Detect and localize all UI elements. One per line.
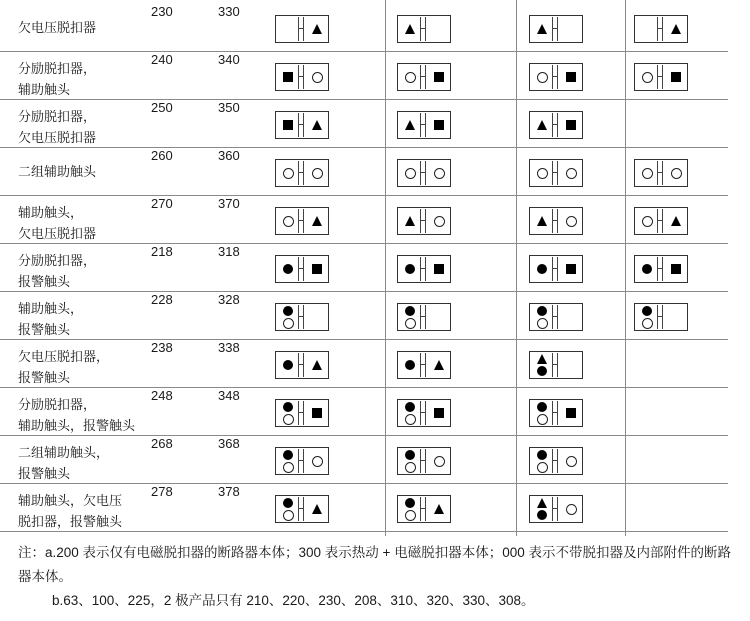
accessory-name (18, 442, 148, 484)
code-200-series: 260 (151, 148, 173, 163)
accessory-diagram (529, 111, 583, 139)
table-row (0, 387, 728, 436)
square-icon (283, 72, 293, 82)
open-circle-icon (537, 462, 548, 473)
handle-divider-icon (298, 17, 304, 41)
filled-circle-icon (642, 264, 652, 274)
handle-divider-icon (298, 305, 304, 329)
accessory-diagram (529, 207, 583, 235)
handle-divider-icon (552, 161, 558, 185)
accessory-name (18, 298, 148, 340)
open-circle-icon (642, 72, 653, 83)
handle-divider-icon (298, 161, 304, 185)
filled-circle-icon (537, 510, 547, 520)
open-circle-icon (537, 72, 548, 83)
code-300-series: 338 (218, 340, 240, 355)
triangle-icon (312, 24, 322, 34)
accessory-diagram (529, 351, 583, 379)
accessory-diagram (397, 303, 451, 331)
filled-circle-icon (283, 264, 293, 274)
accessory-name-line: 分励脱扣器， (18, 253, 97, 268)
code-200-series: 270 (151, 196, 173, 211)
accessory-name-line: 欠电压脱扣器 (18, 130, 97, 145)
accessory-name-line: 辅助触头，欠电压 (18, 493, 123, 508)
triangle-icon (312, 504, 322, 514)
code-300-series: 360 (218, 148, 240, 163)
accessory-diagram (529, 63, 583, 91)
code-200-series: 268 (151, 436, 173, 451)
table-row (0, 339, 728, 388)
filled-circle-icon (642, 306, 652, 316)
accessory-diagram (397, 447, 451, 475)
accessory-diagram (397, 207, 451, 235)
code-300-series: 378 (218, 484, 240, 499)
square-icon (434, 264, 444, 274)
accessory-diagram (634, 207, 688, 235)
table-row (0, 51, 728, 100)
accessory-name-line: 报警触头 (18, 466, 71, 481)
open-circle-icon (283, 414, 294, 425)
footnote-a: 注：a.200 表示仅有电磁脱扣器的断路器本体；300 表示热动 + 电磁脱扣器本体；000 表示不带脱扣器及内部附件的断路器本体。 (18, 545, 731, 584)
triangle-icon (671, 216, 681, 226)
filled-circle-icon (283, 306, 293, 316)
accessory-diagram (634, 15, 688, 43)
open-circle-icon (566, 168, 577, 179)
accessory-name-line: 欠电压脱扣器， (18, 349, 110, 364)
square-icon (671, 72, 681, 82)
open-circle-icon (537, 318, 548, 329)
accessory-name-line: 报警触头 (18, 322, 71, 337)
accessory-name (18, 346, 148, 388)
table-row (0, 243, 728, 292)
table-row (0, 3, 728, 52)
square-icon (566, 120, 576, 130)
accessory-diagram (275, 447, 329, 475)
code-300-series: 330 (218, 4, 240, 19)
accessory-diagram (529, 495, 583, 523)
accessory-diagram (529, 255, 583, 283)
handle-divider-icon (420, 449, 426, 473)
open-circle-icon (405, 414, 416, 425)
accessory-name-line: 欠电压脱扣器 (18, 20, 97, 35)
accessory-diagram (275, 15, 329, 43)
handle-divider-icon (657, 257, 663, 281)
handle-divider-icon (298, 401, 304, 425)
filled-circle-icon (405, 498, 415, 508)
square-icon (566, 408, 576, 418)
footnotes (18, 541, 733, 613)
triangle-icon (537, 216, 547, 226)
table-row (0, 291, 728, 340)
code-200-series: 230 (151, 4, 173, 19)
filled-circle-icon (405, 360, 415, 370)
open-circle-icon (283, 318, 294, 329)
open-circle-icon (537, 168, 548, 179)
triangle-icon (405, 24, 415, 34)
triangle-icon (537, 498, 547, 508)
code-200-series: 250 (151, 100, 173, 115)
accessory-name (18, 161, 148, 182)
code-200-series: 218 (151, 244, 173, 259)
open-circle-icon (434, 168, 445, 179)
accessory-diagram (275, 351, 329, 379)
accessory-diagram (634, 63, 688, 91)
code-300-series: 368 (218, 436, 240, 451)
filled-circle-icon (283, 360, 293, 370)
table-row (0, 99, 728, 148)
accessory-diagram (634, 303, 688, 331)
triangle-icon (671, 24, 681, 34)
accessory-diagram (275, 207, 329, 235)
table-row (0, 195, 728, 244)
square-icon (434, 408, 444, 418)
handle-divider-icon (420, 65, 426, 89)
handle-divider-icon (552, 17, 558, 41)
open-circle-icon (566, 504, 577, 515)
code-200-series: 248 (151, 388, 173, 403)
open-circle-icon (434, 216, 445, 227)
accessory-diagram (397, 15, 451, 43)
triangle-icon (312, 120, 322, 130)
accessory-diagram (397, 63, 451, 91)
accessory-diagram (397, 111, 451, 139)
accessory-name-line: 辅助触头， (18, 205, 84, 220)
filled-circle-icon (283, 498, 293, 508)
code-300-series: 350 (218, 100, 240, 115)
square-icon (312, 408, 322, 418)
accessory-diagram (275, 303, 329, 331)
open-circle-icon (312, 456, 323, 467)
accessory-name (18, 106, 148, 148)
accessory-name-line: 二组辅助触头， (18, 445, 110, 460)
triangle-icon (312, 216, 322, 226)
handle-divider-icon (298, 209, 304, 233)
handle-divider-icon (420, 305, 426, 329)
code-200-series: 238 (151, 340, 173, 355)
filled-circle-icon (283, 450, 293, 460)
open-circle-icon (405, 510, 416, 521)
code-200-series: 278 (151, 484, 173, 499)
code-300-series: 340 (218, 52, 240, 67)
open-circle-icon (405, 462, 416, 473)
handle-divider-icon (552, 305, 558, 329)
triangle-icon (434, 504, 444, 514)
handle-divider-icon (298, 257, 304, 281)
handle-divider-icon (420, 113, 426, 137)
handle-divider-icon (420, 401, 426, 425)
handle-divider-icon (552, 209, 558, 233)
open-circle-icon (566, 456, 577, 467)
code-300-series: 348 (218, 388, 240, 403)
triangle-icon (312, 360, 322, 370)
filled-circle-icon (537, 366, 547, 376)
code-200-series: 240 (151, 52, 173, 67)
handle-divider-icon (552, 353, 558, 377)
accessory-diagram (397, 159, 451, 187)
triangle-icon (537, 24, 547, 34)
handle-divider-icon (298, 449, 304, 473)
accessory-name (18, 17, 148, 38)
handle-divider-icon (657, 161, 663, 185)
filled-circle-icon (537, 402, 547, 412)
open-circle-icon (312, 72, 323, 83)
accessory-name (18, 202, 148, 244)
open-circle-icon (283, 216, 294, 227)
accessory-diagram (275, 399, 329, 427)
accessory-diagram (275, 495, 329, 523)
accessory-diagram (275, 159, 329, 187)
accessory-diagram (529, 159, 583, 187)
open-circle-icon (405, 318, 416, 329)
open-circle-icon (642, 318, 653, 329)
table-row (0, 147, 728, 196)
code-300-series: 370 (218, 196, 240, 211)
handle-divider-icon (420, 161, 426, 185)
filled-circle-icon (405, 306, 415, 316)
accessory-diagram (634, 255, 688, 283)
accessory-name-line: 分励脱扣器， (18, 109, 97, 124)
handle-divider-icon (552, 65, 558, 89)
accessory-name (18, 250, 148, 292)
triangle-icon (537, 354, 547, 364)
accessory-name (18, 394, 148, 436)
open-circle-icon (283, 168, 294, 179)
open-circle-icon (642, 168, 653, 179)
filled-circle-icon (537, 264, 547, 274)
accessory-diagram (634, 159, 688, 187)
accessory-name-line: 辅助触头， (18, 301, 84, 316)
handle-divider-icon (552, 113, 558, 137)
accessory-name-line: 辅助触头，报警触头 (18, 418, 136, 433)
square-icon (434, 120, 444, 130)
handle-divider-icon (552, 449, 558, 473)
table-row (0, 435, 728, 484)
open-circle-icon (283, 510, 294, 521)
triangle-icon (537, 120, 547, 130)
accessory-diagram (397, 255, 451, 283)
open-circle-icon (537, 414, 548, 425)
open-circle-icon (671, 168, 682, 179)
triangle-icon (434, 360, 444, 370)
square-icon (671, 264, 681, 274)
code-300-series: 318 (218, 244, 240, 259)
handle-divider-icon (552, 401, 558, 425)
square-icon (566, 72, 576, 82)
code-200-series: 228 (151, 292, 173, 307)
handle-divider-icon (420, 257, 426, 281)
accessory-diagram (275, 111, 329, 139)
handle-divider-icon (298, 353, 304, 377)
filled-circle-icon (537, 450, 547, 460)
filled-circle-icon (405, 450, 415, 460)
accessory-diagram (397, 495, 451, 523)
handle-divider-icon (298, 113, 304, 137)
accessory-name-line: 分励脱扣器， (18, 61, 97, 76)
square-icon (434, 72, 444, 82)
accessory-diagram (397, 351, 451, 379)
open-circle-icon (434, 456, 445, 467)
handle-divider-icon (552, 497, 558, 521)
open-circle-icon (283, 462, 294, 473)
accessory-diagram (397, 399, 451, 427)
table-row (0, 483, 728, 532)
accessory-name (18, 58, 148, 100)
accessory-diagram (275, 63, 329, 91)
accessory-diagram (529, 447, 583, 475)
handle-divider-icon (657, 305, 663, 329)
filled-circle-icon (283, 402, 293, 412)
open-circle-icon (405, 72, 416, 83)
handle-divider-icon (657, 209, 663, 233)
open-circle-icon (312, 168, 323, 179)
handle-divider-icon (552, 257, 558, 281)
square-icon (312, 264, 322, 274)
handle-divider-icon (657, 17, 663, 41)
code-300-series: 328 (218, 292, 240, 307)
open-circle-icon (405, 168, 416, 179)
filled-circle-icon (537, 306, 547, 316)
handle-divider-icon (420, 209, 426, 233)
filled-circle-icon (405, 402, 415, 412)
accessory-diagram (275, 255, 329, 283)
handle-divider-icon (420, 17, 426, 41)
accessory-name-line: 欠电压脱扣器 (18, 226, 97, 241)
accessory-name-line: 二组辅助触头 (18, 164, 97, 179)
triangle-icon (405, 120, 415, 130)
footnote-b: b.63、100、225，2 极产品只有 210、220、230、208、310、320、330、308。 (52, 593, 535, 608)
accessory-name-line: 报警触头 (18, 370, 71, 385)
filled-circle-icon (405, 264, 415, 274)
accessory-name-line: 分励脱扣器， (18, 397, 97, 412)
handle-divider-icon (298, 65, 304, 89)
accessory-name (18, 490, 148, 532)
square-icon (566, 264, 576, 274)
triangle-icon (405, 216, 415, 226)
accessory-name-line: 报警触头 (18, 274, 71, 289)
accessory-name-line: 脱扣器，报警触头 (18, 514, 123, 529)
handle-divider-icon (657, 65, 663, 89)
open-circle-icon (642, 216, 653, 227)
handle-divider-icon (420, 497, 426, 521)
accessory-diagram (529, 15, 583, 43)
open-circle-icon (566, 216, 577, 227)
accessory-diagram (529, 399, 583, 427)
accessory-diagram (529, 303, 583, 331)
handle-divider-icon (420, 353, 426, 377)
handle-divider-icon (298, 497, 304, 521)
square-icon (283, 120, 293, 130)
accessory-name-line: 辅助触头 (18, 82, 71, 97)
